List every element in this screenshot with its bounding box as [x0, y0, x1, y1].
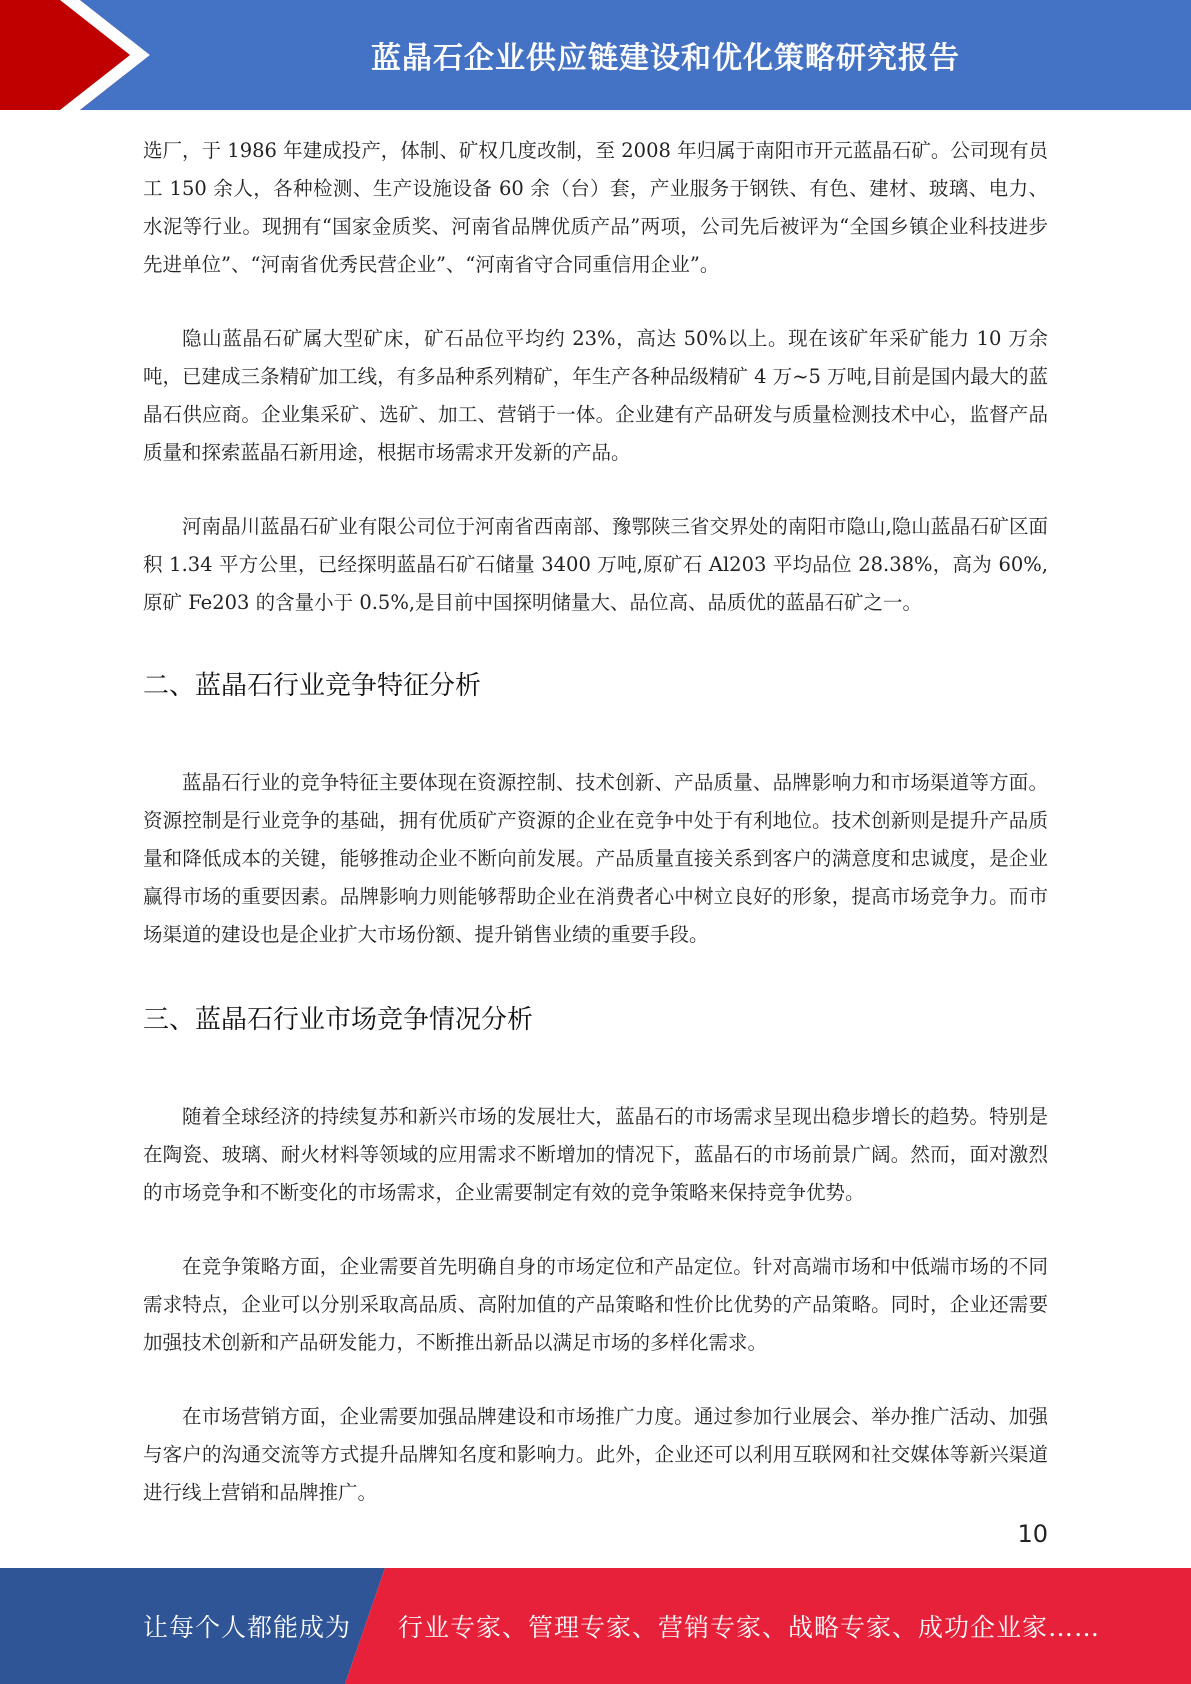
document-title: 蓝晶石企业供应链建设和优化策略研究报告 — [371, 41, 960, 76]
page-header — [0, 0, 1191, 110]
paragraph-company-history: 选厂，于 1986 年建成投产，体制、矿权几度改制，至 2008 年归属于南阳市开元蓝晶石矿。公司现有员工 150 余人，各种检测、生产设施设备 60 余（台）套，产业服务于钢铁、有色、建材、玻璃、电力、水泥等行业。现拥有“国家金质奖、河南省品牌优质产品”两项，公司先后被评为“全国乡镇企业科技进步先进单位”、“河南省优秀民营企业”、“河南省守合同重信用企业”。 — [143, 139, 1048, 276]
paragraph-yinshan-mine: 隐山蓝晶石矿属大型矿床，矿石品位平均约 23%，高达 50%以上。现在该矿年采矿能力 10 万余吨，已建成三条精矿加工线，有多品种系列精矿，年生产各种品级精矿 4 万~5 万吨,目前是国内最大的蓝晶石供应商。企业集采矿、选矿、加工、营销于一体。企业建有产品研发与质量检测技术中心，监督产品质量和探索蓝晶石新用途，根据市场需求开发新的产品。 — [143, 327, 1048, 464]
footer-slogan-right: 行业专家、管理专家、营销专家、战略专家、成功企业家…… — [398, 1613, 1101, 1642]
section-heading-market-competition: 三、蓝晶石行业市场竞争情况分析 — [143, 1005, 534, 1035]
paragraph-market-demand: 随着全球经济的持续复苏和新兴市场的发展壮大，蓝晶石的市场需求呈现出稳步增长的趋势。特别是在陶瓷、玻璃、耐火材料等领域的应用需求不断增加的情况下，蓝晶石的市场前景广阔。然而，面对激烈的市场竞争和不断变化的市场需求，企业需要制定有效的竞争策略来保持竞争优势。 — [143, 1105, 1048, 1204]
paragraph-marketing: 在市场营销方面，企业需要加强品牌建设和市场推广力度。通过参加行业展会、举办推广活动、加强与客户的沟通交流等方式提升品牌知名度和影响力。此外，企业还可以利用互联网和社交媒体等新兴渠道进行线上营销和品牌推广。 — [143, 1405, 1048, 1504]
paragraph-competitive-strategy: 在竞争策略方面，企业需要首先明确自身的市场定位和产品定位。针对高端市场和中低端市场的不同需求特点，企业可以分别采取高品质、高附加值的产品策略和性价比优势的产品策略。同时，企业还需要加强技术创新和产品研发能力，不断推出新品以满足市场的多样化需求。 — [143, 1255, 1048, 1354]
paragraph-competition-features: 蓝晶石行业的竞争特征主要体现在资源控制、技术创新、产品质量、品牌影响力和市场渠道等方面。资源控制是行业竞争的基础，拥有优质矿产资源的企业在竞争中处于有利地位。技术创新则是提升产品质量和降低成本的关键，能够推动企业不断向前发展。产品质量直接关系到客户的满意度和忠诚度，是企业赢得市场的重要因素。品牌影响力则能够帮助企业在消费者心中树立良好的形象，提高市场竞争力。而市场渠道的建设也是企业扩大市场份额、提升销售业绩的重要手段。 — [143, 771, 1048, 946]
document-body — [143, 132, 1048, 1512]
header-chevron-icon — [0, 0, 160, 110]
page-number: 10 — [1017, 1520, 1048, 1548]
paragraph-jingchuan-company: 河南晶川蓝晶石矿业有限公司位于河南省西南部、豫鄂陕三省交界处的南阳市隐山,隐山蓝晶石矿区面积 1.34 平方公里，已经探明蓝晶石矿石储量 3400 万吨,原矿石 Al203 平均品位 28.38%，高为 60%,原矿 Fe203 的含量小于 0.5%,是目前中国探明储量大、品位高、品质优的蓝晶石矿之一。 — [143, 515, 1048, 614]
footer-slogan-left: 让每个人都能成为 — [143, 1613, 352, 1642]
section-heading-competition-features: 二、蓝晶石行业竞争特征分析 — [143, 671, 482, 701]
page-footer — [0, 1568, 1191, 1684]
